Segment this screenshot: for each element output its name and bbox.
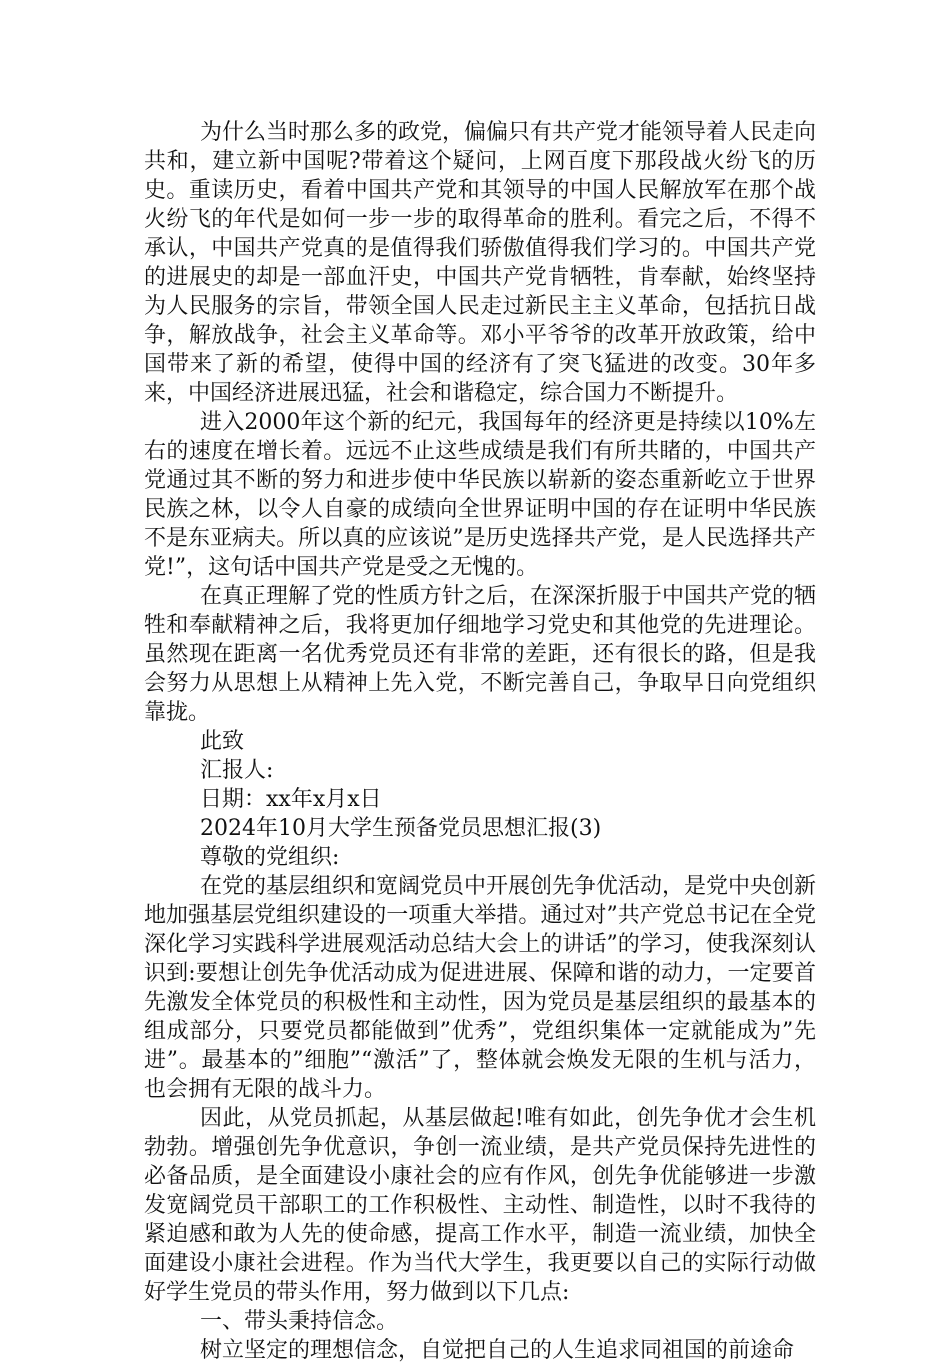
reporter-line: 汇报人:: [200, 758, 274, 783]
body-paragraph: 在真正理解了党的性质方针之后，在深深折服于中国共产党的牺牲和奉献精神之后，我将更加仔细地学习党史和其他党的先进理论。虽然现在距离一名优秀党员还有非常的差距，还有很长的路，但是我会努力从思想上从精神上先入党，不断完善自己，争取早日向党组织靠拢。: [144, 584, 817, 725]
body-paragraph: 为什么当时那么多的政党，偏偏只有共产党才能领导着人民走向共和，建立新中国呢?带着这个疑问，上网百度下那段战火纷飞的历史。重读历史，看着中国共产党和其领导的中国人民解放军在那个战火纷飞的年代是如何一步一步的取得革命的胜利。看完之后，不得不承认，中国共产党真的是值得我们骄傲值得我们学习的。中国共产党的进展史的却是一部血汗史，中国共产党肯牺牲，肯奉献，始终坚持为人民服务的宗旨，带领全国人民走过新民主主义革命，包括抗日战争，解放战争，社会主义革命等。邓小平爷爷的改革开放政策，给中国带来了新的希望，使得中国的经济有了突飞猛进的改变。30年多来，中国经济进展迅猛，社会和谐稳定，综合国力不断提升。: [144, 120, 817, 406]
salutation: 尊敬的党组织:: [200, 845, 340, 870]
body-paragraph: 因此，从党员抓起，从基层做起!唯有如此，创先争优才会生机勃勃。增强创先争优意识，争创一流业绩，是共产党员保持先进性的必备品质，是全面建设小康社会的应有作风，创先争优能够进一步激发宽阔党员干部职工的工作积极性、主动性、制造性，以时不我待的紧迫感和敢为人先的使命感，提高工作水平，制造一流业绩，加快全面建设小康社会进程。作为当代大学生，我更要以自己的实际行动做好学生党员的带头作用，努力做到以下几点:: [144, 1106, 816, 1305]
document-page: [144, 118, 816, 1365]
date-line: 日期：xx年x月x日: [200, 787, 382, 812]
body-paragraph: 树立坚定的理想信念，自觉把自己的人生追求同祖国的前途命: [200, 1338, 795, 1363]
section-heading: 一、带头秉持信念。: [200, 1309, 399, 1334]
body-paragraph: 在党的基层组织和宽阔党员中开展创先争优活动，是党中央创新地加强基层党组织建设的一项重大举措。通过对”共产党总书记在全党深化学习实践科学进展观活动总结大会上的讲话”的学习，使我深刻认识到:要想让创先争优活动成为促进进展、保障和谐的动力，一定要首先激发全体党员的积极性和主动性，因为党员是基层组织的最基本的组成部分，只要党员都能做到”优秀”，党组织集体一定就能成为”先进”。最基本的”细胞”“激活”了，整体就会焕发无限的生机与活力，也会拥有无限的战斗力。: [144, 874, 817, 1102]
body-paragraph: 进入2000年这个新的纪元，我国每年的经济更是持续以10%左右的速度在增长着。远远不止这些成绩是我们有所共睹的，中国共产党通过其不断的努力和进步使中华民族以崭新的姿态重新屹立于世界民族之林，以令人自豪的成绩向全世界证明中国的存在证明中华民族不是东亚病夫。所以真的应该说”是历史选择共产党，是人民选择共产党!”，这句话中国共产党是受之无愧的。: [144, 410, 816, 580]
document-title: 2024年10月大学生预备党员思想汇报(3): [200, 816, 602, 841]
closing-line: 此致: [200, 729, 245, 754]
